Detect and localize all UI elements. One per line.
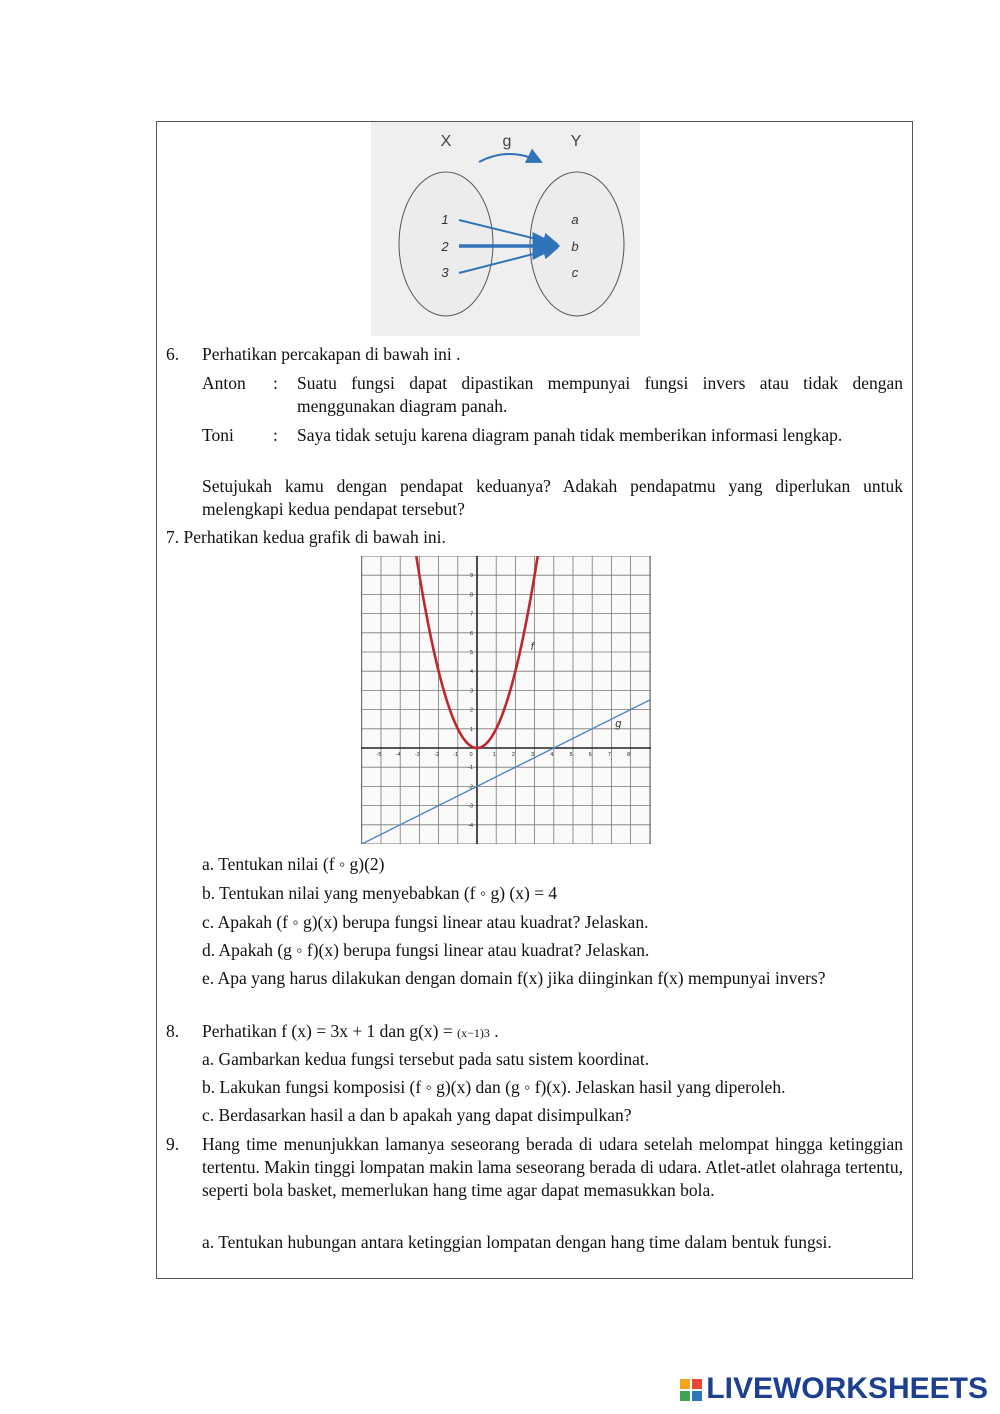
brand-name: LIVEWORKSHEETS [706, 1372, 988, 1405]
x-tick-label: 3 [531, 752, 535, 758]
map-g-label: g [502, 133, 512, 150]
q6-intro: Perhatikan percakapan di bawah ini . [202, 344, 461, 364]
q6-colon-2: : [273, 425, 278, 445]
codomain-a: a [571, 212, 579, 227]
brand-logo[interactable] [680, 1372, 988, 1406]
q8-item-c: c. Berdasarkan hasil a dan b apakah yang dapat disimpulkan? [202, 1105, 632, 1125]
q7-item-d: d. Apakah (g ◦ f)(x) berupa fungsi linear atau kuadrat? Jelaskan. [202, 940, 650, 960]
q9-item-a: a. Tentukan hubungan antara ketinggian lompatan dengan hang time dalam bentuk fungsi. [202, 1232, 832, 1252]
x-tick-label: 5 [569, 752, 573, 758]
x-tick-label: 0 [469, 752, 473, 758]
q7-item-b: b. Tentukan nilai yang menyebabkan (f ◦ g) (x) = 4 [202, 883, 558, 903]
q8-item-b: b. Lakukan fungsi komposisi (f ◦ g)(x) dan (g ◦ f)(x). Jelaskan hasil yang diperoleh. [202, 1077, 786, 1097]
arrow-diagram [371, 122, 640, 336]
y-tick-label: 7 [469, 611, 473, 618]
domain-1: 1 [441, 212, 449, 227]
domain-3: 3 [441, 265, 449, 280]
q6-anton-text: Suatu fungsi dapat dipastikan mempunyai fungsi invers atau tidak dengan menggunakan diagram panah. [297, 373, 903, 416]
x-tick-label: 2 [511, 752, 515, 758]
q6-toni-text: Saya tidak setuju karena diagram panah tidak memberikan informasi lengkap. [297, 425, 843, 445]
x-tick-label: -3 [414, 752, 420, 758]
domain-2: 2 [441, 239, 449, 254]
y-tick-label: 1 [469, 726, 473, 733]
x-tick-label: -4 [395, 752, 401, 758]
q7-item-c: c. Apakah (f ◦ g)(x) berupa fungsi linear atau kuadrat? Jelaskan. [202, 912, 649, 932]
x-tick-label: 8 [627, 752, 631, 758]
y-tick-label: -4 [468, 822, 473, 829]
y-tick-label: 9 [469, 573, 473, 580]
y-tick-label: -1 [468, 765, 473, 772]
q6-question: Setujukah kamu dengan pendapat keduanya? Adakah pendapatmu yang diperlukan untuk melengkapi kedua pendapat tersebut? [202, 476, 903, 519]
q7-item-a: a. Tentukan nilai (f ◦ g)(2) [202, 854, 385, 874]
q8-intro [202, 1020, 499, 1044]
x-tick-label: 1 [492, 752, 496, 758]
y-tick-label: 2 [469, 707, 473, 714]
x-tick-label: 7 [607, 752, 611, 758]
y-tick-label: -3 [468, 803, 473, 810]
q6-speaker-anton: Anton [202, 373, 246, 393]
liveworksheets-logo-icon [680, 1375, 702, 1397]
codomain-c: c [571, 265, 579, 280]
q6-speaker-toni: Toni [202, 425, 234, 445]
q7-intro: 7. Perhatikan kedua grafik di bawah ini. [166, 527, 446, 547]
codomain-b: b [571, 239, 579, 254]
x-tick-label: 6 [588, 752, 592, 758]
q7-item-e: e. Apa yang harus dilakukan dengan domain f(x) jika diinginkan f(x) mempunyai invers? [202, 968, 826, 988]
y-tick-label: 8 [469, 592, 473, 599]
q6-colon-1: : [273, 373, 278, 393]
q8-intro-suffix: . [489, 1021, 499, 1041]
y-tick-label: 5 [469, 650, 473, 656]
y-tick-label: 4 [469, 669, 473, 676]
q8-intro-small: (x−1)3 [457, 1026, 490, 1040]
x-tick-label: -1 [453, 752, 459, 758]
x-tick-label: -2 [434, 752, 440, 758]
series-f-label: f [530, 641, 534, 654]
function-graph [361, 556, 651, 844]
set-y-label: Y [570, 133, 582, 150]
q8-item-a: a. Gambarkan kedua fungsi tersebut pada satu sistem koordinat. [202, 1049, 650, 1069]
q6-number: 6. [166, 344, 180, 364]
q8-intro-prefix: Perhatikan f (x) = 3x + 1 dan g(x) = [202, 1021, 458, 1041]
y-tick-label: -2 [468, 784, 473, 791]
set-x-label: X [440, 133, 452, 150]
q9-number: 9. [166, 1134, 180, 1154]
y-tick-label: 3 [469, 688, 473, 695]
q8-number: 8. [166, 1021, 180, 1041]
x-tick-label: 4 [550, 752, 554, 758]
q9-text: Hang time menunjukkan lamanya seseorang berada di udara setelah melompat hingga ketinggian tertentu. Makin tinggi lompatan makin lama seseorang berada di udara. Atlet-atlet olahraga tertentu, seperti bola basket, memerlukan hang time agar dapat memasukkan bola. [202, 1134, 903, 1200]
x-tick-label: -5 [376, 752, 382, 758]
y-tick-label: 6 [469, 630, 473, 637]
series-g-label: g [615, 717, 622, 730]
